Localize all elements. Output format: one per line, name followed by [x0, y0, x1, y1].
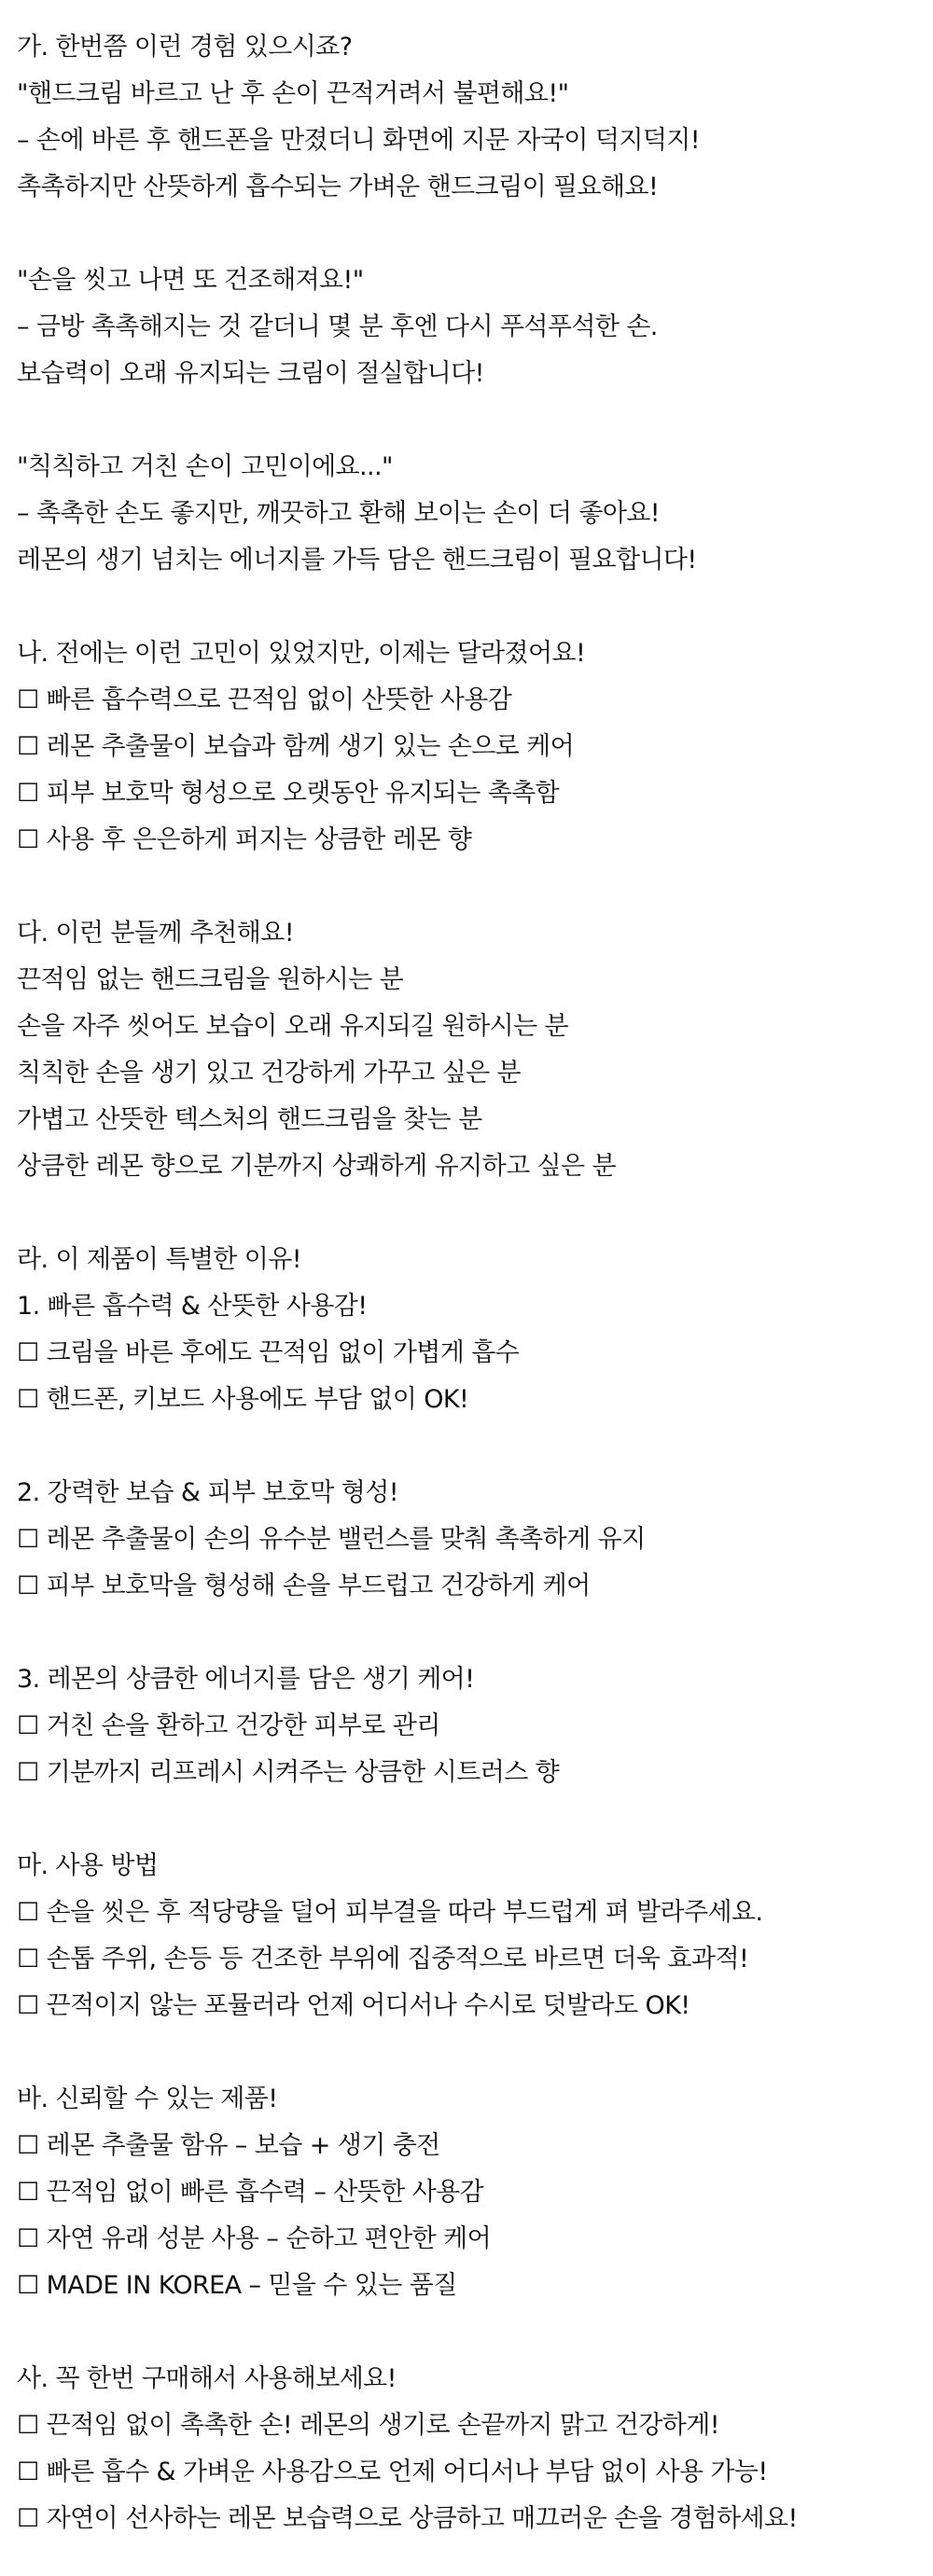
text-line: ☐ 기분까지 리프레시 시켜주는 상큼한 시트러스 향 [17, 1758, 560, 1787]
section-gap [17, 584, 917, 630]
text-line: 1. 빠른 흡수력 & 산뜻한 사용감! [17, 1292, 368, 1321]
text-line: ☐ 손을 씻은 후 적당량을 덜어 피부결을 따라 부드럽게 펴 발라주세요. [17, 1898, 763, 1927]
section-usage [17, 1843, 917, 2029]
text-line: – 촉촉한 손도 좋지만, 깨끗하고 환해 보이는 손이 더 좋아요! [17, 499, 661, 528]
text-line: ☐ 핸드폰, 키보드 사용에도 부담 없이 OK! [17, 1385, 469, 1414]
text-line: 가볍고 산뜻한 텍스처의 핸드크림을 찾는 분 [17, 1105, 482, 1134]
section-gap [17, 2029, 917, 2076]
text-line: ☐ 빠른 흡수 & 가벼운 사용감으로 언제 어디서나 부담 없이 사용 가능! [17, 2458, 768, 2486]
blank-line [17, 1610, 917, 1656]
section-heading: 가. 한번쯤 이런 경험 있으시죠? [17, 33, 353, 62]
section-experience [17, 24, 917, 584]
text-line: ☐ 피부 보호막 형성으로 오랫동안 유지되는 촉촉함 [17, 779, 560, 808]
blank-line [17, 1423, 917, 1470]
blank-line [17, 397, 917, 444]
text-line: – 손에 바른 후 핸드폰을 만졌더니 화면에 지문 자국이 덕지덕지! [17, 126, 701, 155]
text-line: ☐ 크림을 바른 후에도 끈적임 없이 가볍게 흡수 [17, 1338, 520, 1367]
text-line: – 금방 촉촉해지는 것 같더니 몇 분 후엔 다시 푸석푸석한 손. [17, 312, 658, 341]
section-trust [17, 2076, 917, 2309]
text-line: 촉촉하지만 산뜻하게 흡수되는 가벼운 핸드크림이 필요해요! [17, 173, 659, 201]
text-line: 끈적임 없는 핸드크림을 원하시는 분 [17, 965, 404, 994]
text-line: 2. 강력한 보습 & 피부 보호막 형성! [17, 1478, 398, 1507]
blank-line [17, 211, 917, 257]
section-heading: 라. 이 제품이 특별한 이유! [17, 1245, 301, 1274]
text-line: ☐ 손톱 주위, 손등 등 건조한 부위에 집중적으로 바르면 더욱 효과적! [17, 1945, 749, 1974]
section-gap [17, 2309, 917, 2356]
text-line: ☐ 끈적이지 않는 포뮬러라 언제 어디서나 수시로 덧발라도 OK! [17, 1991, 690, 2020]
section-heading: 사. 꼭 한번 구매해서 사용해보세요! [17, 2364, 397, 2393]
text-line: "손을 씻고 나면 또 건조해져요!" [17, 266, 364, 295]
section-gap [17, 1190, 917, 1237]
section-changes [17, 630, 917, 864]
text-line: "칙칙하고 거친 손이 고민이에요..." [17, 452, 393, 481]
section-heading: 나. 전에는 이런 고민이 있었지만, 이제는 달라졌어요! [17, 639, 586, 668]
text-line: ☐ 거친 손을 환하고 건강한 피부로 관리 [17, 1711, 440, 1740]
section-buy [17, 2356, 917, 2542]
text-line: ☐ 레몬 추출물 함유 – 보습 + 생기 충전 [17, 2131, 440, 2160]
text-line: ☐ 끈적임 없이 빠른 흡수력 – 산뜻한 사용감 [17, 2178, 484, 2207]
section-heading: 마. 사용 방법 [17, 1851, 159, 1880]
section-gap [17, 1796, 917, 1843]
section-heading: 다. 이런 분들께 추천해요! [17, 919, 294, 948]
text-line: ☐ 사용 후 은은하게 퍼지는 상큼한 레몬 향 [17, 825, 472, 854]
text-line: 칙칙한 손을 생기 있고 건강하게 가꾸고 싶은 분 [17, 1059, 522, 1087]
text-line: ☐ 피부 보호막을 형성해 손을 부드럽고 건강하게 케어 [17, 1572, 591, 1600]
section-gap [17, 864, 917, 910]
text-line: ☐ MADE IN KOREA – 믿을 수 있는 품질 [17, 2271, 457, 2300]
text-line: ☐ 레몬 추출물이 손의 유수분 밸런스를 맞춰 촉촉하게 유지 [17, 1525, 646, 1554]
text-line: 보습력이 오래 유지되는 크림이 절실합니다! [17, 359, 484, 388]
section-recommend [17, 910, 917, 1190]
text-line: 손을 자주 씻어도 보습이 오래 유지되길 원하시는 분 [17, 1012, 568, 1041]
text-line: 상큼한 레몬 향으로 기분까지 상쾌하게 유지하고 싶은 분 [17, 1152, 616, 1181]
text-line: ☐ 자연 유래 성분 사용 – 순하고 편안한 케어 [17, 2224, 492, 2253]
text-line: ☐ 레몬 추출물이 보습과 함께 생기 있는 손으로 케어 [17, 732, 575, 761]
text-line: 3. 레몬의 상큼한 에너지를 담은 생기 케어! [17, 1665, 475, 1694]
text-line: ☐ 빠른 흡수력으로 끈적임 없이 산뜻한 사용감 [17, 686, 512, 714]
section-heading: 바. 신뢰할 수 있는 제품! [17, 2084, 278, 2113]
section-special [17, 1237, 917, 1796]
text-line: ☐ 끈적임 없이 촉촉한 손! 레몬의 생기로 손끝까지 맑고 건강하게! [17, 2411, 719, 2440]
text-line: 레몬의 생기 넘치는 에너지를 가득 담은 핸드크림이 필요합니다! [17, 546, 697, 575]
text-line: "핸드크림 바르고 난 후 손이 끈적거려서 불편해요!" [17, 79, 569, 108]
text-line: ☐ 자연이 선사하는 레몬 보습력으로 상큼하고 매끄러운 손을 경험하세요! [17, 2504, 798, 2533]
